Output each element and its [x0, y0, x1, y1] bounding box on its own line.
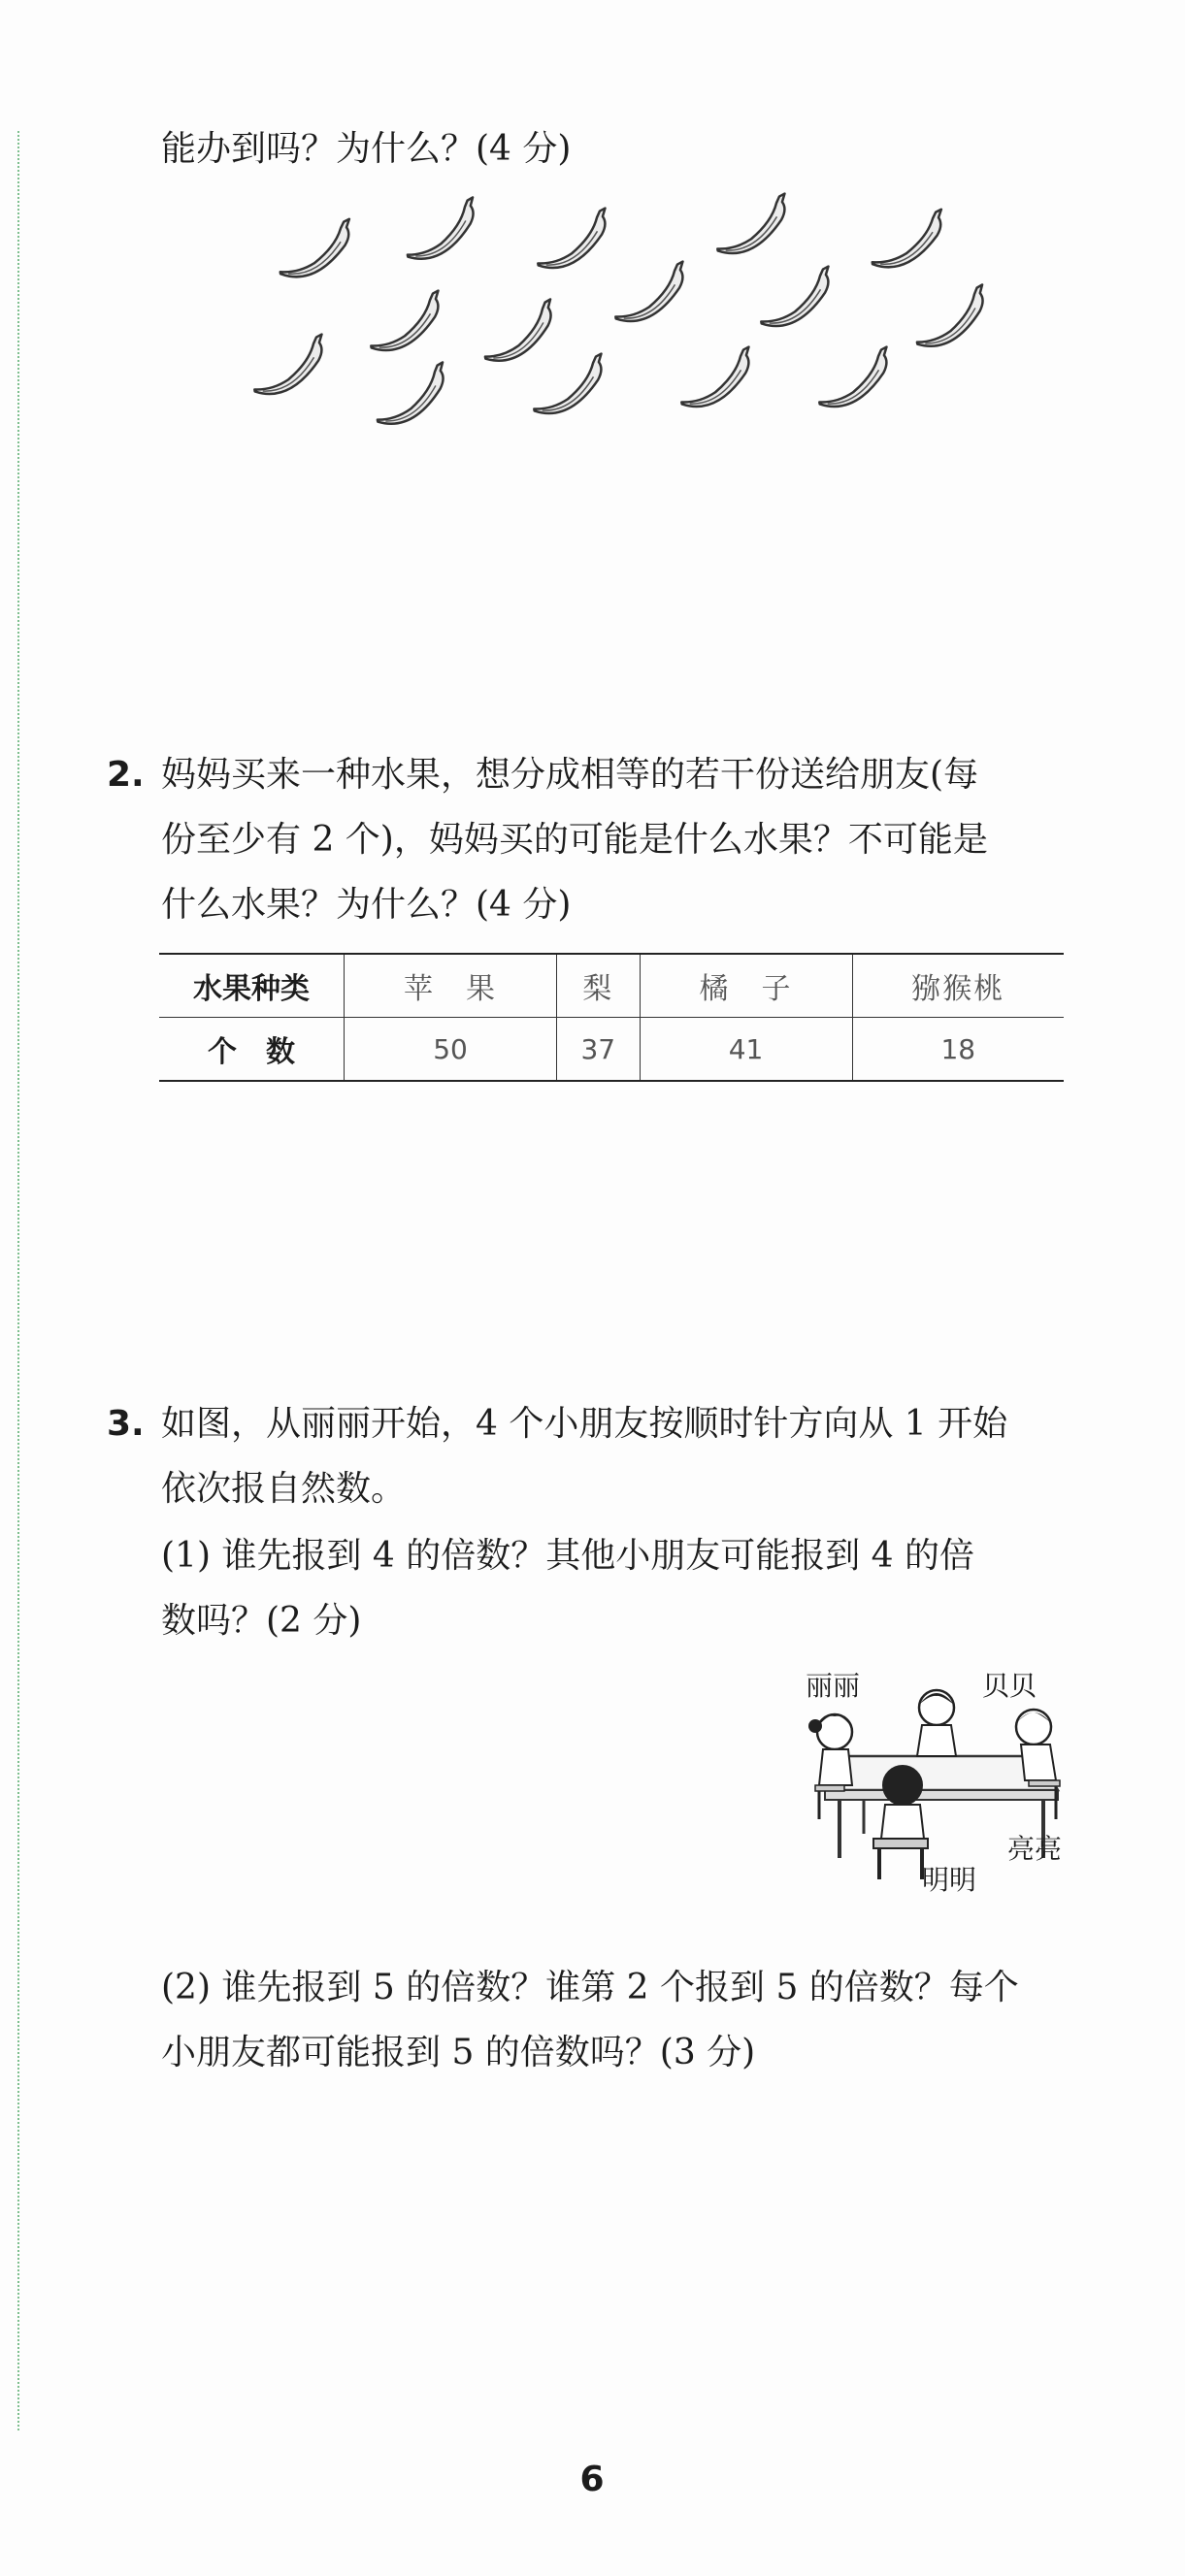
q3-number: 3. — [107, 1404, 145, 1444]
fruit-name-apple: 苹 果 — [345, 954, 557, 1018]
q3-sub1-line-2: 数吗？(2 分) — [161, 1601, 362, 1641]
q2-text-line-1: 妈妈买来一种水果，想分成相等的若干份送给朋友(每 — [161, 755, 979, 795]
bananas-illustration — [0, 175, 1185, 679]
banana-icon — [531, 209, 614, 272]
banana-icon — [275, 219, 356, 279]
label-lili: 丽丽 — [806, 1670, 861, 1702]
banana-icon — [710, 194, 794, 257]
table-count-row — [159, 1018, 1064, 1082]
lili-figure — [808, 1714, 852, 1819]
q3-sub1-line-1: (1) 谁先报到 4 的倍数？其他小朋友可能报到 4 的倍 — [161, 1536, 975, 1576]
beibei-figure — [917, 1690, 956, 1756]
q3-text-line-2: 依次报自然数。 — [161, 1469, 407, 1509]
fruit-count-table — [159, 953, 1064, 1082]
banana-icon — [399, 197, 483, 262]
label-mingming: 明明 — [922, 1864, 977, 1896]
table-header-label: 水果种类 — [159, 954, 345, 1018]
table-row-label: 个 数 — [159, 1018, 345, 1082]
banana-icon — [527, 354, 610, 417]
q3-sub2-line-2: 小朋友都可能报到 5 的倍数吗？(3 分) — [161, 2033, 756, 2072]
banana-icon — [675, 347, 758, 410]
q3-text-line-1: 如图，从丽丽开始，4 个小朋友按顺时针方向从 1 开始 — [161, 1404, 1008, 1444]
q2-text-line-3: 什么水果？为什么？(4 分) — [161, 885, 572, 925]
fruit-name-kiwi: 猕猴桃 — [852, 954, 1064, 1018]
fruit-name-orange: 橘 子 — [640, 954, 852, 1018]
banana-icon — [609, 262, 692, 325]
label-beibei: 贝贝 — [982, 1670, 1037, 1702]
q1-continuation-text: 能办到吗？为什么？(4 分) — [161, 129, 572, 169]
banana-icon — [247, 335, 331, 398]
banana-icon — [754, 267, 838, 330]
q2-number: 2. — [107, 755, 145, 795]
fruit-count-orange: 41 — [640, 1018, 852, 1082]
fruit-name-pear: 梨 — [557, 954, 640, 1018]
label-liangliang: 亮亮 — [1007, 1833, 1063, 1865]
fruit-count-kiwi: 18 — [852, 1018, 1064, 1082]
banana-icon — [812, 347, 896, 410]
banana-icon — [908, 284, 993, 349]
liangliang-figure — [1016, 1710, 1060, 1819]
banana-icon — [364, 291, 447, 354]
fruit-count-apple: 50 — [345, 1018, 557, 1082]
page-number: 6 — [579, 2460, 605, 2499]
banana-icon — [369, 362, 453, 427]
fruit-count-pear: 37 — [557, 1018, 640, 1082]
table-header-row — [159, 954, 1064, 1018]
banana-icon — [477, 299, 561, 364]
q2-text-line-2: 份至少有 2 个)，妈妈买的可能是什么水果？不可能是 — [161, 820, 988, 860]
q3-sub2-line-1: (2) 谁先报到 5 的倍数？谁第 2 个报到 5 的倍数？每个 — [161, 1968, 1019, 2007]
banana-icon — [867, 210, 948, 270]
